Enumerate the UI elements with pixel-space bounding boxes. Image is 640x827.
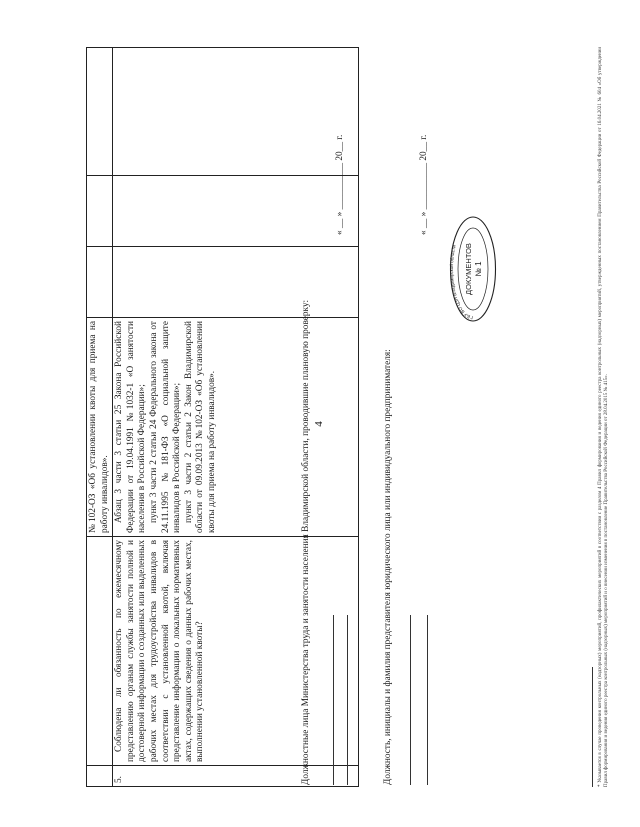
stamp-center-line1: ДОКУМЕНТОВ bbox=[464, 243, 473, 295]
footnote: * Указывается в случае проведения контрольных (надзорных) мероприятий, профилактических мероприятий в соответствии с разделом 4 Правил формирования и ведения единого реестра контрольных (надзорных) мероприятий, утвержденных постановлением Правительства Российской Федерации от 16.04.2021 № 604 «Об утверждении Правил формирования и ведения единого реестра контрольных (надзорных) мероприятий и о внесении изменения в постановление Правительства Российской Федерации от 28.04.2015 № 415». bbox=[598, 47, 609, 787]
entrepreneur-label: Должность, инициалы и фамилия представителя юридического лица или индивидуального предпринимателя: bbox=[383, 349, 393, 785]
stamp-inner-ring bbox=[458, 228, 488, 310]
table-row bbox=[87, 48, 113, 787]
stamp bbox=[449, 214, 497, 324]
answer-no-cell bbox=[113, 176, 359, 247]
legal-ref-cell: №102-ОЗ «Об установлении квоты для приема на работу инвалидов». bbox=[87, 318, 113, 537]
official-date: « __ » __________ 20__ г. bbox=[335, 134, 345, 235]
legal-ref: пункт 3 части 2 статьи 2 Закон Владимирской области от 09.09.2013 №102-ОЗ «Об установлении квоты для приема на работу инвалидов». bbox=[183, 321, 217, 533]
stamp-center-line2: № 1 bbox=[474, 261, 483, 277]
signature-line bbox=[333, 615, 334, 785]
footnote-separator bbox=[592, 667, 593, 787]
answer-yes-cell bbox=[113, 247, 359, 318]
legal-ref: пункт 3 части 2 статьи 24 Федерального закона от 24.11.1995 №181-ФЗ «О социальной защите инвалидов в Российской Федерации»; bbox=[148, 321, 183, 533]
note-cell bbox=[113, 48, 359, 176]
stamp-ring-text: ГБУ ВО ЦЗН Владимирской области bbox=[449, 244, 474, 321]
official-label: Должностные лица Министерства труда и занятости населения Владимирской области, проводившие плановую проверку: bbox=[301, 299, 311, 785]
legal-refs-cell bbox=[113, 318, 359, 537]
entrepreneur-date: « __ » __________ 20__ г. bbox=[419, 134, 429, 235]
page-number: 4 bbox=[312, 421, 325, 427]
question-cell: Соблюдена ли обязанность по ежемесячному представлению органам службы занятости полной и достоверной информации о созданных или выделенных рабочих местах для трудоустройства инвалидов в соответствии с установленной квотой, включая представление информации о локальных нормативных актах, содержащих сведения о данных рабочих местах, выполнении установленной квоты? bbox=[113, 537, 359, 766]
legal-ref: Абзац 3 части 3 статьи 25 Закона Российской Федерации от 19.04.1991 №1032-1 «О занятости населения в Российской Федерации»; bbox=[114, 321, 148, 533]
row-number: 5. bbox=[113, 766, 359, 787]
signature-line bbox=[347, 615, 348, 785]
checklist-table bbox=[86, 47, 359, 787]
signature-line bbox=[410, 615, 411, 785]
table-row bbox=[113, 48, 359, 787]
signature-line bbox=[427, 615, 428, 785]
